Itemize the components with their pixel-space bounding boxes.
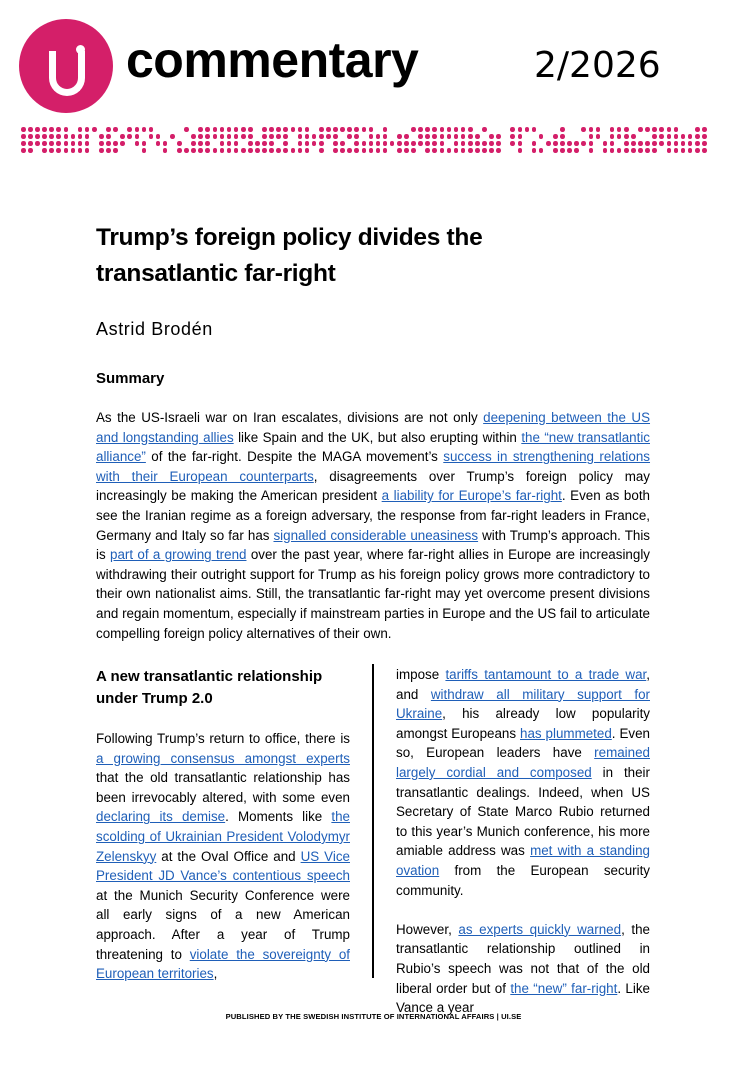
publication-series-title: commentary	[126, 32, 419, 88]
article-title	[96, 220, 576, 292]
body-paragraph: However, as experts quickly warned, the transatlantic relationship outlined in Rubio’s speech was not that of the old liberal order but of the “new” far-right. Like Vance a year	[396, 921, 650, 1016]
issue-number: 2/2026	[534, 45, 661, 86]
inline-link[interactable]: a liability for Europe’s far-right	[381, 488, 562, 504]
inline-link[interactable]: success in strengthening relations with their European counterparts	[96, 449, 651, 484]
inline-link[interactable]: the “new” far-right	[510, 980, 618, 996]
inline-link[interactable]: declaring its demise	[96, 809, 226, 825]
inline-link[interactable]: remained largely cordial and composed	[396, 745, 650, 780]
inline-link[interactable]: has plummeted	[520, 725, 612, 741]
inline-link[interactable]: met with a standing ovation	[396, 843, 650, 878]
publisher-footer: PUBLISHED BY THE SWEDISH INSTITUTE OF INTERNATIONAL AFFAIRS | UI.SE	[225, 1012, 522, 1021]
inline-link[interactable]: as experts quickly warned	[458, 921, 622, 937]
inline-link[interactable]: part of a growing trend	[110, 547, 247, 563]
left-column	[96, 666, 350, 1003]
inline-link[interactable]: signalled considerable uneasiness	[273, 527, 479, 543]
summary-paragraph: As the US-Israeli war on Iran escalates, divisions are not only deepening between the US and longstanding allies like Spain and the UK, but also erupting within the “new transatlantic alliance” of the far-right. Despite the MAGA movement’s success in strengthening relations with their European counterparts, disagreements over Trump’s foreign policy may increasingly be making the American president a liability for Europe’s far-right. Even as both see the Iranian regime as a foreign adversary, the response from far-right leaders in France, Germany and Italy so far has signalled considerable uneasiness with Trump’s approach. This is part of a growing trend over the past year, where far-right allies in Europe are increasingly withdrawing their outright support for Trump as his foreign policy grows more contradictory to their own nationalist aims. Still, the transatlantic far-right may yet overcome present divisions and regain momentum, especially if mainstream parties in Europe and the US fail to articulate compelling foreign policy alternatives of their own.	[96, 410, 651, 641]
inline-link[interactable]: violate the sovereignty of European territories	[96, 946, 350, 982]
author-name: Astrid Brodén	[96, 319, 213, 339]
logo-u-glyph	[49, 51, 85, 96]
dot-row	[21, 141, 709, 148]
inline-link[interactable]: US Vice President JD Vance’s contentious speech	[96, 848, 350, 884]
column-divider	[372, 664, 374, 978]
section-heading: A new transatlantic relationship under Trump 2.0	[96, 668, 323, 707]
title-line-1: Trump’s foreign policy divides the	[96, 224, 483, 251]
inline-link[interactable]: the “new transatlantic alliance”	[96, 429, 650, 465]
right-column	[396, 665, 650, 1037]
dot-row	[21, 134, 709, 141]
logo-dot-glyph	[76, 45, 85, 54]
ui-logo-icon	[19, 19, 113, 113]
body-paragraph: impose tariffs tantamount to a trade war, and withdraw all military support for Ukraine, his already low popularity amongst Europeans has plummeted. Even so, European leaders have remained largely cordial and composed in their transatlantic dealings. Indeed, when US Secretary of State Marco Rubio returned to this year’s Munich conference, his more amiable address was met with a standing ovation from the European security community.	[396, 667, 650, 898]
dot-row	[21, 127, 709, 134]
inline-link[interactable]: a growing consensus amongst experts	[96, 750, 350, 766]
title-line-2: transatlantic far-right	[96, 260, 336, 287]
inline-link[interactable]: deepening between the US and longstanding allies	[96, 410, 651, 445]
inline-link[interactable]: the scolding of Ukrainian President Volodymyr Zelenskyy	[96, 809, 350, 864]
summary-heading: Summary	[96, 370, 165, 387]
dot-row	[21, 148, 709, 155]
decorative-dot-pattern	[21, 127, 709, 155]
body-paragraph: Following Trump’s return to office, there is a growing consensus amongst experts that the old transatlantic relationship has been irrevocably altered, with some even declaring its demise. Moments like the scolding of Ukrainian President Volodymyr Zelenskyy at the Oval Office and US Vice President JD Vance’s contentious speech at the Munich Security Conference were all early signs of a new American approach. After a year of Trump threatening to violate the sovereignty of European territories,	[96, 731, 350, 982]
inline-link[interactable]: withdraw all military support for Ukraine	[396, 686, 650, 722]
inline-link[interactable]: tariffs tantamount to a trade war	[445, 667, 647, 682]
